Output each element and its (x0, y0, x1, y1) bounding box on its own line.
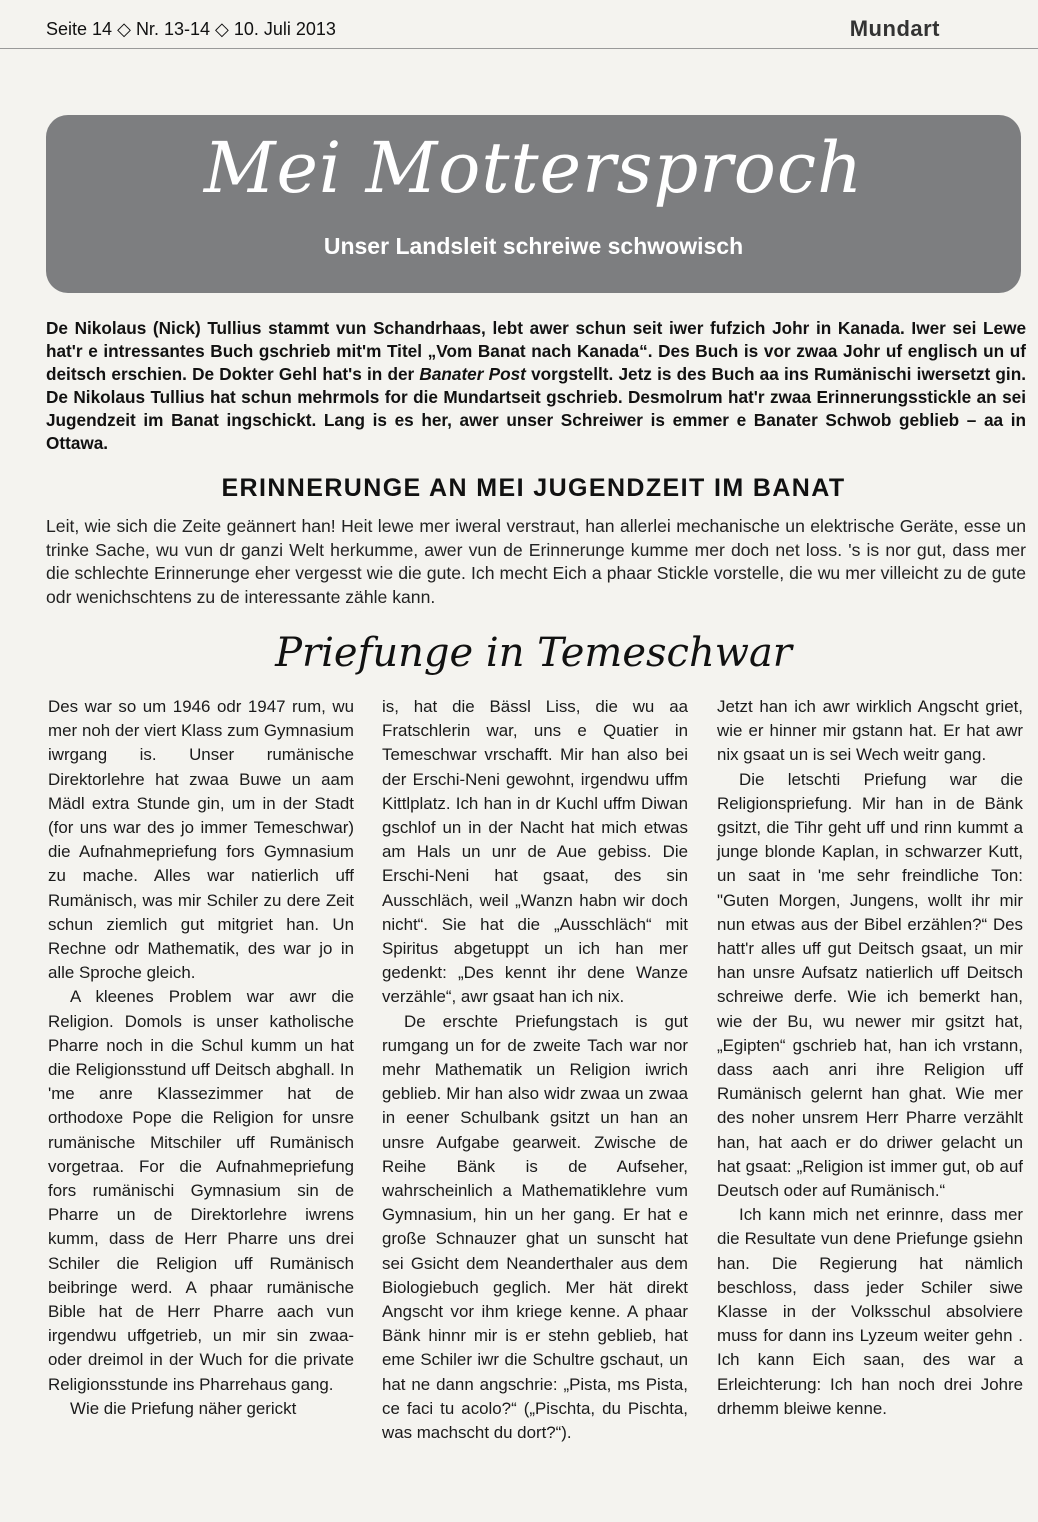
publication-name: Banater Post (419, 364, 526, 384)
intro-text: De Nikolaus (Nick) Tullius stammt vun Schandrhaas, lebt awer schun seit iwer fufzich Johr in Kanada. Iwer sei Lewe hat'r e intressantes Buch gschrieb mit'm Titel „Vom Banat nach Kanada“. Des Buch is vor zwaa Johr uf englisch un uf deitsch erschien. De Dokter Gehl hat's in der (46, 318, 1026, 384)
page-number: Seite 14 (46, 19, 113, 39)
header-info (46, 14, 946, 44)
text-column-2 (382, 695, 688, 1445)
text-column-3 (717, 695, 1023, 1421)
separator-icon: ◇ (117, 19, 131, 39)
banner-subtitle: Unser Landsleit schreiwe schwowisch (323, 233, 744, 259)
paragraph: De erschte Priefungstach is gut rumgang un for de zweite Tach war nor mehr Mathematik un Religion iwrich geblieb. Mir han also widr zwaa un zwaa in eener Schulbank gsitzt un han an unsre Aufgabe gearweit. Zwische de Reihe Bänk is de Aufseher, wahrscheinlich a Mathematiklehre vum Gymnasium, hin un her gang. Er hat e große Schnauzer ghat un sunscht hat sei Gsicht dem Neanderthaler aus dem Biologiebuch geglich. Mer hät direkt Angscht vor ihm kriege kenne. A phaar Bänk hinnr mir is er stehn geblieb, hat eme Schiler iwr die Schultre gschaut, un hat ne dann angschrie: „Pista, ms Pista, ce faci tu acolo?“ („Pischta, du Pischta, was machscht du dort?“). (382, 1011, 688, 1443)
paragraph: is, hat die Bässl Liss, die wu aa Fratschlerin war, uns e Quatier in Temeschwar vrschafft. Mir han also bei der Erschi-Neni gewohnt, irgendwu uffm Kittlplatz. Ich han in dr Kuchl uffm Diwan gschlof un in der Nacht hat mich etwas am Hals un unr de Aue gebiss. Die Erschi-Neni hat gsaat, des sin Ausschläch, weil „Wanzn habn wir doch nicht“. Sie hat die „Ausschläch“ mit Spiritus abgetuppt un ich han mer gedenkt: „Des kennt ihr dene Wanze verzähle“, awr gsaat han ich nix. (382, 697, 688, 1007)
intro-text: vorgstellt. Jetz is des Buch aa ins Rumänischi iwersetzt gin. De Nikolaus Tullius hat schun mehrmols for die Mundartseit gschrieb. Desmolrum hat'r zwaa Erinnerungsstickle an sei Jugendzeit im Banat ingschickt. Lang is es her, awer unser Schreiwer is emmer e Banater Schwob geblieb – aa in Ottawa. (46, 364, 1026, 453)
lead-paragraph: Leit, wie sich die Zeite geännert han! Heit lewe mer iweral verstraut, han allerlei mechanische un elektrische Geräte, esse un trinke Sache, wu vun dr ganzi Welt herkumme, awer vun de Erinnerunge kumme mer doch net loss. 's is nor gut, dass mer die schlechte Erinnerunge eher vergesst wie die gute. Ich mecht Eich a phaar Stickle vorstelle, die wu mer villeicht zu de gute odr wenichschtens zu de interessante zähle kann. (46, 516, 1026, 607)
paragraph: Des war so um 1946 odr 1947 rum, wu mer noh der viert Klass zum Gymnasium iwrgang is. Unser rumänische Direktorlehre hat zwaa Buwe un aam Mädl extra Stunde gin, um in der Stadt (for uns war des jo immer Temeschwar) die Aufnahmepriefung fors Gymnasium zu mache. Alles war natierlich uff Rumänisch, was mir Schiler zu dere Zeit schun ziemlich gut mitgriet han. Un Rechne odr Mathematik, des war jo in alle Sproche gleich. (48, 697, 354, 983)
header-divider (0, 48, 1038, 49)
paragraph: A kleenes Problem war awr die Religion. Domols is unser katholische Pharre noch in die Schul kumm un hat die Religionsstund uff Deitsch abghall. In 'me anre Klassezimmer hat de orthodoxe Pope die Religion for unsre rumänische Mitschiler uff Rumänisch vorgetraa. For die Aufnahmepriefung fors rumänischi Gymnasium sin de Pharre un de Direktorlehre iwrens kumm, dass de Herr Pharre uns drei Schiler die Religion uff Rumänisch beibringe werd. A phaar rumänische Bible hat de Herr Pharre aach vun irgendwu uffgetrieb, un mir sin zwaa- oder dreimol in der Wuch for die private Religionsstunde ins Pharrehaus gang. (48, 987, 354, 1394)
intro-paragraph (46, 317, 1026, 455)
page-header (46, 14, 946, 44)
column-banner (46, 115, 1021, 293)
separator-icon: ◇ (215, 19, 229, 39)
issue-date: 10. Juli 2013 (233, 19, 336, 39)
paragraph: Jetzt han ich awr wirklich Angscht griet, wie er hinner mir gstann hat. Er hat awr nix gsaat un is sei Wech weitr gang. (717, 697, 1023, 765)
paragraph: Wie die Priefung näher gerickt (70, 1398, 297, 1418)
paragraph: Ich kann mich net erinnre, dass mer die Resultate vun dene Priefunge gsiehn han. Die Regierung hat nämlich beschloss, dass jeder Schiler siwe Klasse in der Volksschul absolviere muss for dann ins Lyzeum weiter gehn . Ich kann Eich saan, des war a Erleichterung: Ich han noch drei Johre drhemm bleiwe kenne. (717, 1205, 1023, 1418)
issue-number: Nr. 13-14 (135, 19, 210, 39)
section-name: Mundart (849, 16, 940, 41)
article-subheading: Priefunge in Temeschwar (275, 630, 792, 676)
paragraph: Die letschti Priefung war die Religionspriefung. Mir han in de Bänk gsitzt, die Tihr geht uff und rinn kummt a junge blonde Kaplan, in schwarzer Kutt, un saat in 'me sehr freindliche Ton: "Guten Morgen, Jungens, wollt ihr mir nun etwas aus der Bibel erzählen?“ Des hatt'r alles uff gut Deitsch gsaat, un mir han unsre Aufsatz natierlich uff Deitsch schreiwe derfe. Wie ich bemerkt han, wie der Bu, wu newer mir gsitzt hat, „Egipten“ gschrieb hat, han ich vrstann, dass aach anri ihre Religion uff Rumänisch gelernt han ghat. Wie mer des noher unsrem Herr Pharre verzählt han, hat aach er do driwer gelacht un hat gsaat: „Religion ist immer gut, ob auf Deutsch oder auf Rumänisch.“ (717, 769, 1023, 1201)
text-column-1 (48, 695, 354, 1421)
article-heading: ERINNERUNGE AN MEI JUGENDZEIT IM BANAT (221, 474, 846, 502)
banner-title: Mei Mottersproch (203, 127, 864, 209)
